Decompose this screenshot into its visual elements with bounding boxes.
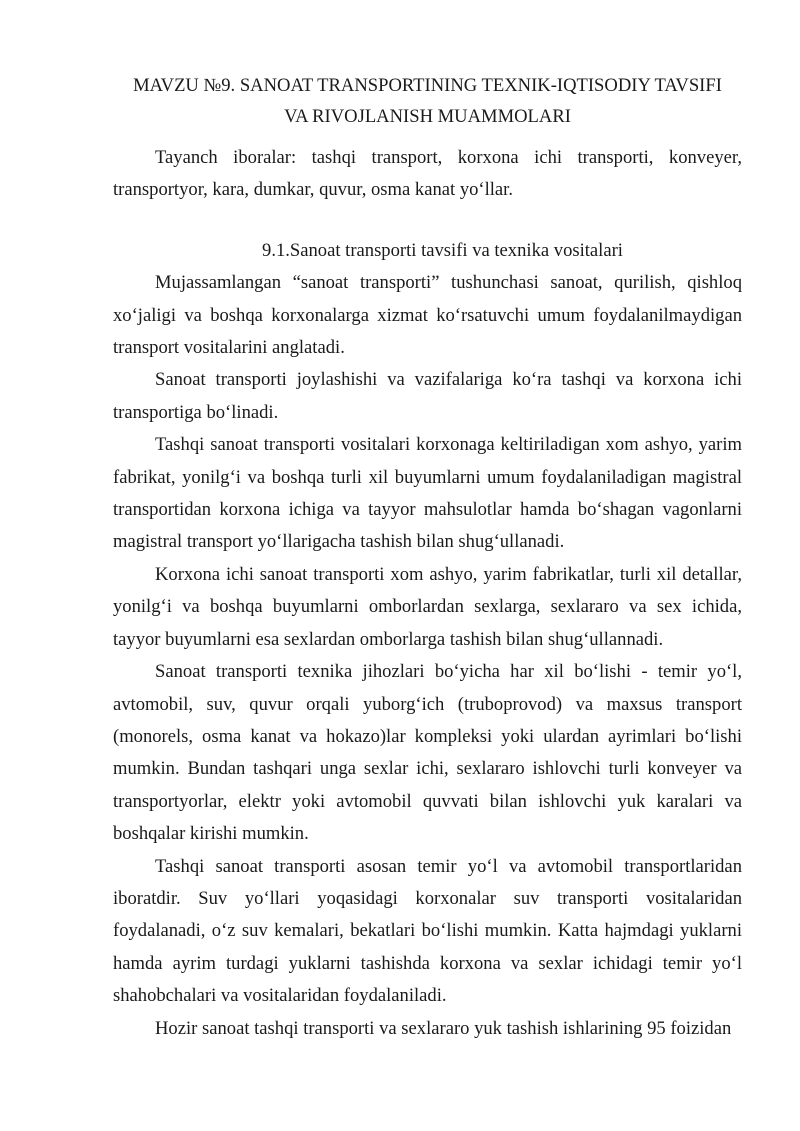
body-paragraph-4: Korxona ichi sanoat transporti xom ashyo, yarim fabrikatlar, turli xil detallar, yonilg‘i va boshqa buyumlarni omborlardan sexlarga, sexlararo va sex ichida, tayyor buyumlarni esa sexlardan omborlarga tashish bilan shug‘ullannadi. <box>113 563 742 650</box>
body-paragraph-1: Mujassamlangan “sanoat transporti” tushunchasi sanoat, qurilish, qishloq xo‘jaligi va boshqa korxonalarga xizmat ko‘rsatuvchi umum foydalanilmaydigan transport vositalarini anglatadi. <box>113 272 742 359</box>
document-title <box>113 70 742 132</box>
body-paragraph-5: Sanoat transporti texnika jihozlari bo‘yicha har xil bo‘lishi - temir yo‘l, avtomobil, suv, quvur orqali yuborg‘ich (truboprovod) va maxsus transport (monorels, osma kanat va hokazo)lar kompleksi yoki ulardan ayrimlari bo‘lishi mumkin. Bundan tashqari unga sexlar ichi, sexlararo ishlovchi turli konveyer va transportyorlar, elektr yoki avtomobil quvvati bilan ishlovchi yuk karalari va boshqalar kirishi mumkin. <box>113 661 742 845</box>
title-line-2: VA RIVOJLANISH MUAMMOLARI <box>284 106 571 127</box>
body-paragraph-7: Hozir sanoat tashqi transporti va sexlararo yuk tashish ishlarining 95 foizidan <box>155 1017 732 1039</box>
keywords-paragraph: Tayanch iboralar: tashqi transport, korxona ichi transporti, konveyer, transportyor, kara, dumkar, quvur, osma kanat yo‘llar. <box>113 147 742 201</box>
section-heading: 9.1.Sanoat transporti tavsifi va texnika vositalari <box>262 239 623 261</box>
title-line-1: MAVZU №9. SANOAT TRANSPORTINING TEXNIK-IQTISODIY TAVSIFI <box>133 75 722 96</box>
document-page <box>113 70 742 1045</box>
body-paragraph-6: Tashqi sanoat transporti asosan temir yo‘l va avtomobil transportlaridan iboratdir. Suv yo‘llari yoqasidagi korxonalar suv transporti vositalaridan foydalanadi, o‘z suv kemalari, bekatlari bo‘lishi mumkin. Katta hajmdagi yuklarni hamda ayrim turdagi yuklarni tashishda korxona va sexlar ichidagi temir yo‘l shahobchalari va vositalaridan foydalaniladi. <box>113 855 742 1007</box>
body-paragraph-3: Tashqi sanoat transporti vositalari korxonaga keltiriladigan xom ashyo, yarim fabrikat, yonilg‘i va boshqa turli xil buyumlarni umum foydalaniladigan magistral transportidan korxona ichiga va tayyor mahsulotlar hamda bo‘shagan vagonlarni magistral transport yo‘llarigacha tashish bilan shug‘ullanadi. <box>113 434 742 553</box>
body-paragraph-2: Sanoat transporti joylashishi va vazifalariga ko‘ra tashqi va korxona ichi transportiga bo‘linadi. <box>113 369 742 423</box>
